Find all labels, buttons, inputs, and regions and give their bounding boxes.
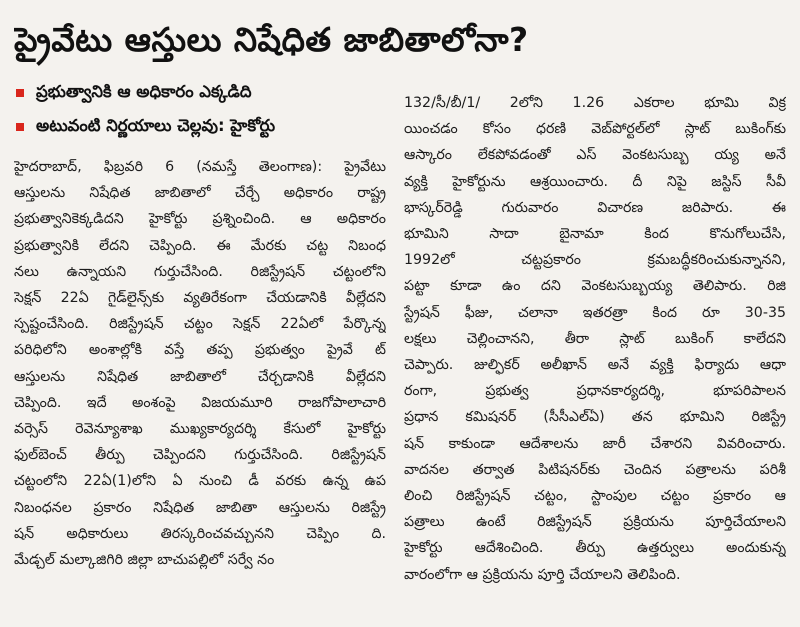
body-line: షన్ అధికారులు తిరస్కరించవచ్చునని చెప్పిం ది. <box>14 525 386 542</box>
body-line: భాస్కర్‌రెడ్డి గురువారం విచారణ జరిపారు. ఈ <box>404 199 786 216</box>
bullet-square-icon <box>16 123 24 131</box>
body-line: స్ట్రేషన్ ఫీజు, చలానా ఇతరత్రా కింద రూ 30-35 <box>404 304 786 321</box>
body-line: చెప్పారు. జుల్ఫికర్ అలీఖాన్ అనే వ్యక్తి ఫిర్యాదు ఆధా <box>404 357 786 374</box>
body-line: పట్టా కూడా ఉం దని వెంకటసుబ్బయ్య తెలిపారు. రిజి <box>404 278 786 295</box>
body-line: వాదనల తర్వాత పిటిషనర్‌కు చెందిన పత్రాలను పరిశీ <box>404 461 786 478</box>
body-line: ఆస్కారం లేకపోవడంతో ఎస్ వెంకటసుబ్బ య్య అనే <box>404 147 786 164</box>
body-line: చెప్పింది. ఇదే అంశంపై విజయమూరి రాజగోపాలాచారి <box>14 394 386 411</box>
body-line: నలు ఉన్నాయని గుర్తుచేసింది. రిజిస్ట్రేషన్ చట్టంలోని <box>14 263 386 280</box>
body-line: ఆస్తులను నిషేధిత జాబితాలో చేర్చడానికి వీల్లేదని <box>14 368 386 385</box>
body-line: సెక్షన్ 22ఏ గైడ్‌లైన్స్‌కు వ్యతిరేకంగా చేయడానికి వీల్లేదని <box>14 290 386 307</box>
body-line: షన్ కాకుండా ఆదేశాలను జారీ చేశారని వివరించారు. <box>404 435 786 452</box>
body-line: హైదరాబాద్, ఫిబ్రవరి 6 (నమస్తే తెలంగాణ): ప్రైవేటు <box>14 159 386 175</box>
bullet-square-icon <box>16 89 24 97</box>
body-line: లక్షలు చెల్లించానని, తీరా స్లాట్ బుకింగ్ కాలేదని <box>404 330 786 347</box>
body-line: ఆస్తులను నిషేధిత జాబితాలో చేర్చే అధికారం రాష్ట్ర <box>14 185 386 202</box>
body-line: పత్రాలు ఉంటే రిజిస్ట్రేషన్ ప్రక్రియను పూర్తిచేయాలని <box>404 514 786 531</box>
body-line: ప్రధాన కమిషనర్ (సీసీఎల్ఏ) తన భూమిని రిజిస్ట్రే <box>404 409 786 426</box>
body-line: స్పష్టంచేసింది. రిజిస్ట్రేషన్ చట్టం సెక్షన్ 22ఏలో పేర్కొన్న <box>14 316 386 333</box>
body-text-right <box>404 90 786 588</box>
body-line: ఫుల్‌బెంచ్ తీర్పు చెప్పిందని గుర్తుచేసింది. రిజిస్ట్రేషన్ <box>14 447 386 464</box>
left-column <box>14 74 386 614</box>
body-line: మేడ్చల్ మల్కాజిగిరి జిల్లా బాచుపల్లిలో సర్వే నం <box>14 552 275 569</box>
subheadline-list <box>14 76 386 144</box>
body-line: 1992లో చట్టప్రకారం క్రమబద్ధీకరించుకున్నానని, <box>404 252 786 269</box>
body-line: భూమిని సాదా బైనామా కింద కొనుగోలుచేసి, <box>404 226 786 243</box>
body-line: వారంలోగా ఆ ప్రక్రియను పూర్తి చేయాలని తెలిపింది. <box>404 566 681 583</box>
article-headline: ప్రైవేటు ఆస్తులు నిషేధిత జాబితాలోనా? <box>14 20 529 59</box>
body-line: యించడం కోసం ధరణి వెబ్‌పోర్టల్‌లో స్లాట్ బుకింగ్‌కు <box>404 121 786 138</box>
subheadline-text: అటువంటి నిర్ణయాలు చెల్లవు: హైకోర్టు <box>36 115 276 135</box>
body-line: నిబంధనల ప్రకారం నిషేధిత జాబితా ఆస్తులను రిజిస్ట్రే <box>14 499 386 516</box>
article-columns <box>14 74 786 614</box>
body-line: 132/సీ/బీ/1/ 2లోని 1.26 ఎకరాల భూమి విక్ర <box>404 95 786 111</box>
body-line: హైకోర్టు ఆదేశించింది. తీర్పు ఉత్తర్వులు అందుకున్న <box>404 540 786 557</box>
subheadline-text: ప్రభుత్వానికి ఆ అధికారం ఎక్కడిది <box>36 81 252 101</box>
body-line: వ్యక్తి హైకోర్టును ఆశ్రయించారు. దీ నిపై జస్టిస్ సీవీ <box>404 173 786 190</box>
body-line: లించి రిజిస్ట్రేషన్ చట్టం, స్టాంపుల చట్టం ప్రకారం ఆ <box>404 488 786 505</box>
right-column <box>404 74 786 614</box>
body-line: చట్టంలోని 22ఏ(1)లోని ఏ నుంచి డీ వరకు ఉన్న ఉప <box>14 473 386 490</box>
subheadline <box>14 76 386 110</box>
body-line: ప్రభుత్వానికి లేదని చెప్పింది. ఈ మేరకు చట్ట నిబంధ <box>14 237 386 254</box>
body-text-left <box>14 154 386 573</box>
body-line: ప్రభుత్వానికెక్కడిదని హైకోర్టు ప్రశ్నించింది. ఆ అధికారం <box>14 211 386 228</box>
body-line: పరిధిలోని అంశాల్లోకి వస్తే తప్ప ప్రభుత్వం ప్రైవే ట్ <box>14 342 386 359</box>
body-line: రంగా, ప్రభుత్వ ప్రధానకార్యదర్శి, భూపరిపాలన <box>404 383 786 400</box>
subheadline <box>14 110 386 144</box>
body-line: వర్సెస్ రెవెన్యూశాఖ ముఖ్యకార్యదర్శి కేసులో హైకోర్టు <box>14 421 386 438</box>
